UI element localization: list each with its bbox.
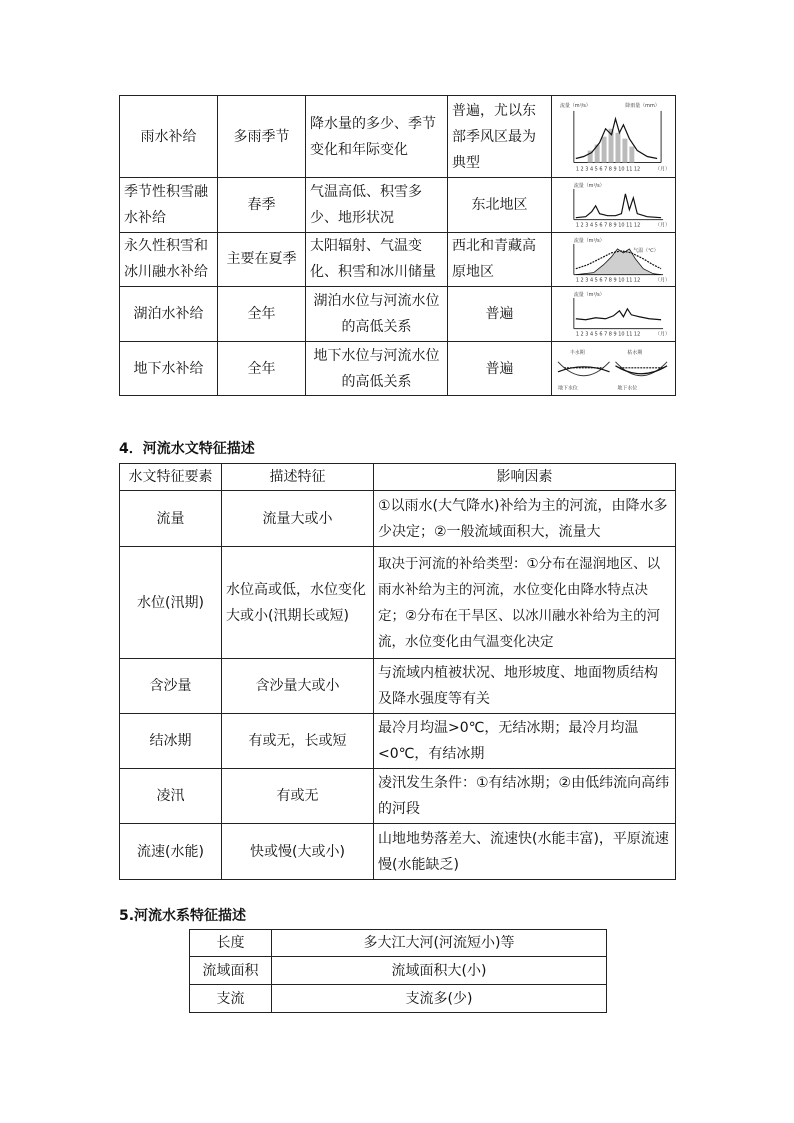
rain-chart-cell: [552, 96, 676, 178]
hydro-element: 流量: [120, 491, 222, 547]
supply-season: 主要在夏季: [218, 232, 306, 287]
glacier-months: 1 2 3 4 5 6 7 8 9 10 11 12: [575, 277, 641, 284]
rain-precip-bar: [629, 146, 634, 162]
rain-months: 1 2 3 4 5 6 7 8 9 10 11 12: [575, 166, 641, 173]
system-feature: 支流多(少): [272, 985, 607, 1013]
supply-type: 季节性积雪融水补给: [120, 178, 218, 233]
hydro-feature: 有或无: [222, 769, 374, 824]
supply-season: 多雨季节: [218, 96, 306, 178]
snow-flow-label: 流量（m³/s）: [573, 182, 605, 189]
table-row: [190, 957, 607, 985]
table-row: [120, 287, 676, 342]
lake-flow-line: [576, 309, 661, 320]
hydro-factor: 凌汛发生条件：①有结冰期；②由低纬流向高纬的河段: [374, 769, 676, 824]
rain-precip-bar: [615, 133, 620, 163]
supply-type: 雨水补给: [120, 96, 218, 178]
table-row: [120, 659, 676, 714]
table-row: [120, 769, 676, 824]
supply-type: 地下水补给: [120, 341, 218, 396]
supply-region: 普遍: [448, 287, 552, 342]
table-row: [120, 232, 676, 287]
groundwater-diagram-cell: [552, 341, 676, 396]
column-header: 水文特征要素: [120, 464, 222, 491]
glacier-x-unit: （月）: [655, 277, 670, 284]
column-header: 影响因素: [374, 464, 676, 491]
water-supply-table: [119, 95, 676, 396]
table-row: [190, 985, 607, 1013]
table-row: [190, 930, 607, 957]
supply-season: 全年: [218, 287, 306, 342]
hydrology-table: [119, 463, 676, 880]
hydro-feature: 有或无，长或短: [222, 714, 374, 769]
hydro-factor: ①以雨水(大气降水)补给为主的河流，由降水多少决定；②一般流域面积大，流量大: [374, 491, 676, 547]
rain-flow-label: 流量（m³/s）: [559, 102, 591, 109]
hydro-feature: 水位高或低，水位变化大或小(汛期长或短): [222, 547, 374, 659]
supply-season: 全年: [218, 341, 306, 396]
rain-precip-bar: [622, 138, 627, 162]
hydro-factor: 与流域内植被状况、地形坡度、地面物质结构及降水强度等有关: [374, 659, 676, 714]
supply-factors: 太阳辐射、气温变化、积雪和冰川储量: [306, 232, 448, 287]
supply-factors: 降水量的多少、季节变化和年际变化: [306, 96, 448, 178]
groundwater-right-label: 枯水期: [627, 349, 643, 356]
glacier-flow-label: 流量（m³/s）: [573, 237, 605, 244]
supply-region: 西北和青藏高原地区: [448, 232, 552, 287]
supply-factors: 湖泊水位与河流水位的高低关系: [306, 287, 448, 342]
table-row: [120, 341, 676, 396]
glacier-temp-label: 气温（℃）: [633, 247, 659, 254]
system-element: 流域面积: [190, 957, 272, 985]
rain-x-unit: （月）: [655, 166, 670, 173]
table-row: [120, 547, 676, 659]
supply-type: 永久性积雪和冰川融水补给: [120, 232, 218, 287]
rain-precip-label: 降雨量（mm）: [625, 102, 660, 109]
system-feature: 多大江大河(河流短小)等: [272, 930, 607, 957]
table-row: [120, 824, 676, 880]
snow-months: 1 2 3 4 5 6 7 8 9 10 11 12: [575, 222, 641, 229]
hydro-factor: 山地地势落差大、流速快(水能丰富)，平原流速慢(水能缺乏): [374, 824, 676, 880]
lake-x-unit: （月）: [655, 331, 670, 338]
supply-factors: 地下水位与河流水位的高低关系: [306, 341, 448, 396]
hydro-factor: 最冷月均温>0℃，无结冰期；最冷月均温<0℃，有结冰期: [374, 714, 676, 769]
supply-region: 普遍，尤以东部季风区最为典型: [448, 96, 552, 178]
table-row: [120, 714, 676, 769]
lake-flow-label: 流量（m³/s）: [573, 292, 605, 299]
table-header-row: [120, 464, 676, 491]
hydro-feature: 快或慢(大或小): [222, 824, 374, 880]
snow-flow-line: [576, 194, 661, 218]
table-row: [120, 178, 676, 233]
hydro-element: 水位(汛期): [120, 547, 222, 659]
lake-months: 1 2 3 4 5 6 7 8 9 10 11 12: [575, 331, 641, 338]
hydro-feature: 流量大或小: [222, 491, 374, 547]
supply-region: 东北地区: [448, 178, 552, 233]
groundwater-left-label: 丰水期: [569, 349, 585, 356]
lake-chart-cell: [552, 287, 676, 342]
system-element: 支流: [190, 985, 272, 1013]
column-header: 描述特征: [222, 464, 374, 491]
hydro-element: 凌汛: [120, 769, 222, 824]
hydro-element: 含沙量: [120, 659, 222, 714]
hydro-feature: 含沙量大或小: [222, 659, 374, 714]
supply-factors: 气温高低、积雪多少、地形状况: [306, 178, 448, 233]
rain-precip-bar: [602, 136, 607, 162]
groundwater-left-sub: 地下水位: [557, 385, 578, 392]
groundwater-right-sub: 地下水位: [617, 385, 638, 392]
section5-heading: 5.河流水系特征描述: [119, 908, 247, 924]
lake-chart: [554, 289, 673, 339]
hydro-factor: 取决于河流的补给类型：①分布在湿润地区、以雨水补给为主的河流，水位变化由降水特点决定；②分布在干旱区、以冰川融水补给为主的河流，水位变化由气温变化决定: [374, 547, 676, 659]
hydro-element: 流速(水能): [120, 824, 222, 880]
snow-chart: [554, 180, 673, 230]
table-row: [120, 96, 676, 178]
table-row: [120, 491, 676, 547]
supply-region: 普遍: [448, 341, 552, 396]
supply-type: 湖泊水补给: [120, 287, 218, 342]
section4-heading: 4．河流水文特征描述: [119, 441, 255, 457]
groundwater-diagram: [554, 344, 673, 394]
river-system-table: [189, 929, 607, 1013]
groundwater-right-table: [615, 366, 667, 374]
system-feature: 流域面积大(小): [272, 957, 607, 985]
hydro-element: 结冰期: [120, 714, 222, 769]
glacier-chart-cell: [552, 232, 676, 287]
glacier-chart: [554, 235, 673, 285]
system-element: 长度: [190, 930, 272, 957]
snow-chart-cell: [552, 178, 676, 233]
snow-x-unit: （月）: [655, 222, 670, 229]
rain-chart: [554, 99, 673, 174]
supply-season: 春季: [218, 178, 306, 233]
